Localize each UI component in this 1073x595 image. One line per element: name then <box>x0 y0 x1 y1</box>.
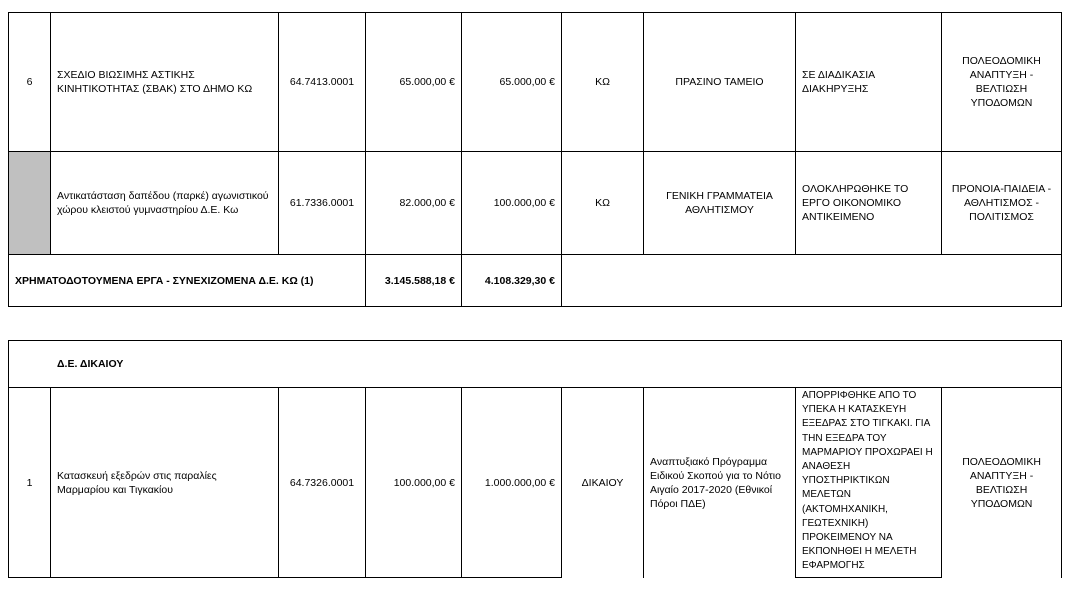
area: ΚΩ <box>562 152 644 255</box>
projects-table-ko <box>8 12 1062 307</box>
total-empty-cell <box>562 255 1062 307</box>
total-row <box>9 255 1062 307</box>
total-amount-total: 4.108.329,30 € <box>462 255 562 307</box>
amount-total: 1.000.000,00 € <box>462 388 562 578</box>
project-category: ΠΟΛΕΟΔΟΜΙΚΗ ΑΝΑΠΤΥΞΗ - ΒΕΛΤΙΩΣΗ ΥΠΟΔΟΜΩΝ <box>942 13 1062 152</box>
row-number: 6 <box>9 13 51 152</box>
funding-source: Αναπτυξιακό Πρόγραμμα Ειδικού Σκοπού για το Νότιο Αιγαίο 2017-2020 (Εθνικοί Πόροι ΠΔΕ) <box>644 388 796 578</box>
table-row <box>9 388 1062 578</box>
amount-current: 65.000,00 € <box>366 13 462 152</box>
section-title: Δ.Ε. ΔΙΚΑΙΟΥ <box>9 341 1062 388</box>
project-category: ΠΟΛΕΟΔΟΜΙΚΗ ΑΝΑΠΤΥΞΗ - ΒΕΛΤΙΩΣΗ ΥΠΟΔΟΜΩΝ <box>942 388 1062 578</box>
total-amount-current: 3.145.588,18 € <box>366 255 462 307</box>
budget-code: 64.7413.0001 <box>279 13 366 152</box>
project-category: ΠΡΟΝΟΙΑ-ΠΑΙΔΕΙΑ - ΑΘΛΗΤΙΣΜΟΣ - ΠΟΛΙΤΙΣΜΟΣ <box>942 152 1062 255</box>
project-status: ΑΠΟΡΡΙΦΘΗΚΕ ΑΠΟ ΤΟ ΥΠΕΚΑ Η ΚΑΤΑΣΚΕΥΗ ΕΞΕΔΡΑΣ ΣΤΟ ΤΙΓΚΑΚΙ. ΓΙΑ ΤΗΝ ΕΞΕΔΡΑ ΤΟΥ ΜΑΡΜΑΡΙΟΥ ΠΡΟΧΩΡΑΕΙ Η ΑΝΑΘΕΣΗ ΥΠΟΣΤΗΡΙΚΤΙΚΩΝ ΜΕΛΕΤΩΝ (ΑΚΤΟΜΗΧΑΝΙΚΗ, ΓΕΩΤΕΧΝΙΚΗ) ΠΡΟΚΕΙΜΕΝΟΥ ΝΑ ΕΚΠΟΝΗΘΕΙ Η ΜΕΛΕΤΗ ΕΦΑΡΜΟΓΗΣ <box>796 388 942 578</box>
project-title: Αντικατάσταση δαπέδου (παρκέ) αγωνιστικού χώρου κλειστού γυμναστηρίου Δ.Ε. Κω <box>51 152 279 255</box>
budget-code: 64.7326.0001 <box>279 388 366 578</box>
amount-current: 100.000,00 € <box>366 388 462 578</box>
row-number <box>9 152 51 255</box>
area: ΚΩ <box>562 13 644 152</box>
row-number: 1 <box>9 388 51 578</box>
amount-total: 100.000,00 € <box>462 152 562 255</box>
project-status: ΟΛΟΚΛΗΡΩΘΗΚΕ ΤΟ ΕΡΓΟ ΟΙΚΟΝΟΜΙΚΟ ΑΝΤΙΚΕΙΜΕΝΟ <box>796 152 942 255</box>
table-row <box>9 152 1062 255</box>
project-title: Κατασκευή εξεδρών στις παραλίες Μαρμαρίου και Τιγκακίου <box>51 388 279 578</box>
amount-total: 65.000,00 € <box>462 13 562 152</box>
projects-table-dikaiou <box>8 340 1062 578</box>
amount-current: 82.000,00 € <box>366 152 462 255</box>
section-header-row <box>9 341 1062 388</box>
project-title: ΣΧΕΔΙΟ ΒΙΩΣΙΜΗΣ ΑΣΤΙΚΗΣ ΚΙΝΗΤΙΚΟΤΗΤΑΣ (ΣΒΑΚ) ΣΤΟ ΔΗΜΟ ΚΩ <box>51 13 279 152</box>
table-row <box>9 13 1062 152</box>
total-label: ΧΡΗΜΑΤΟΔΟΤΟΥΜΕΝΑ ΕΡΓΑ - ΣΥΝΕΧΙΖΟΜΕΝΑ Δ.Ε. ΚΩ (1) <box>9 255 366 307</box>
funding-source: ΠΡΑΣΙΝΟ ΤΑΜΕΙΟ <box>644 13 796 152</box>
funding-source: ΓΕΝΙΚΗ ΓΡΑΜΜΑΤΕΙΑ ΑΘΛΗΤΙΣΜΟΥ <box>644 152 796 255</box>
budget-code: 61.7336.0001 <box>279 152 366 255</box>
area: ΔΙΚΑΙΟΥ <box>562 388 644 578</box>
project-status: ΣΕ ΔΙΑΔΙΚΑΣΙΑ ΔΙΑΚΗΡΥΞΗΣ <box>796 13 942 152</box>
